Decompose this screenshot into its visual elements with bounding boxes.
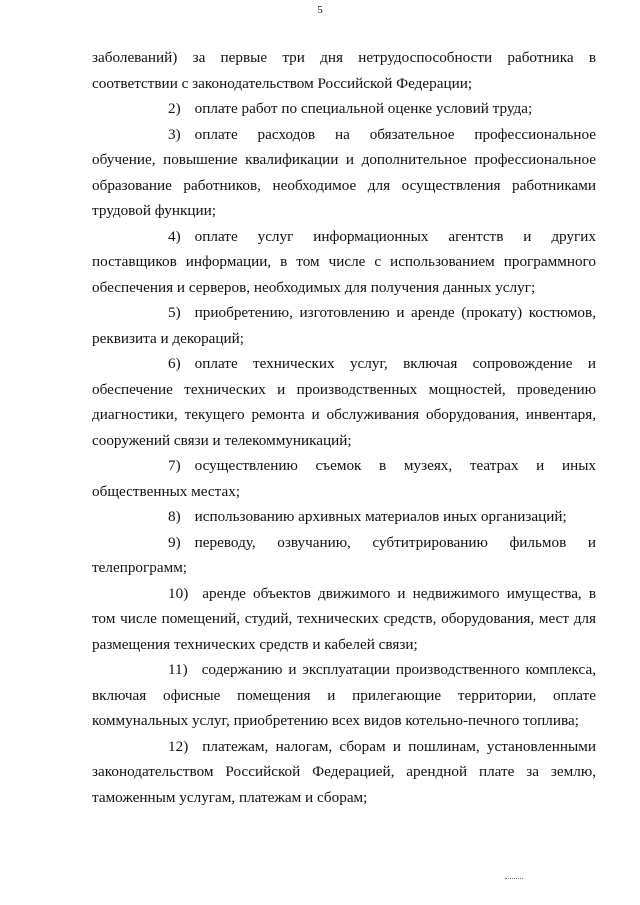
scan-mark bbox=[505, 878, 523, 885]
item-number: 7) bbox=[168, 457, 181, 474]
item-number: 9) bbox=[168, 533, 181, 551]
item-text: использованию архивных материалов иных организаций; bbox=[194, 508, 567, 525]
item-number: 8) bbox=[168, 508, 181, 525]
item-number: 4) bbox=[168, 227, 181, 245]
item-text: содержанию и эксплуатации производственного комплекса, включая офисные помещения и прилегающие территории, оплате коммунальных услуг, приобретению всех видов котельно-печного топлива; bbox=[92, 661, 596, 729]
item-text: аренде объектов движимого и недвижимого имущества, в том числе помещений, студий, технических средств, оборудования, мест для размещения технических средств и кабелей связи; bbox=[92, 584, 596, 653]
item-text: оплате технических услуг, включая сопровождение и обеспечение технических и производственных мощностей, проведению диагностики, текущего ремонта и обслуживания оборудования, инвентаря, сооружений связи и телекоммуникаций; bbox=[92, 355, 596, 449]
item-text: осуществлению съемок в музеях, театрах и иных общественных местах; bbox=[92, 457, 596, 500]
item-number: 11) bbox=[168, 661, 188, 678]
item-text: оплате работ по специальной оценке условий труда; bbox=[194, 100, 533, 117]
list-item-4 bbox=[92, 224, 596, 301]
item-text: оплате услуг информационных агентств и других поставщиков информации, в том числе с использованием программного обеспечения и серверов, необходимых для получения данных услуг; bbox=[92, 227, 596, 296]
item-number: 5) bbox=[168, 304, 181, 321]
item-text: приобретению, изготовлению и аренде (прокату) костюмов, реквизита и декораций; bbox=[92, 304, 596, 347]
list-item-2 bbox=[92, 96, 596, 122]
item-number: 6) bbox=[168, 355, 181, 372]
continuation-paragraph: заболеваний) за первые три дня нетрудоспособности работника в соответствии с законодательством Российской Федерации; bbox=[92, 49, 596, 92]
list-item-6 bbox=[92, 351, 596, 453]
list-item-3 bbox=[92, 122, 596, 224]
list-item-10 bbox=[92, 581, 596, 658]
item-text: переводу, озвучанию, субтитрированию фильмов и телепрограмм; bbox=[92, 533, 596, 576]
item-text: платежам, налогам, сборам и пошлинам, установленными законодательством Российской Федерацией, арендной плате за землю, таможенным услугам, платежам и сборам; bbox=[92, 737, 596, 806]
item-number: 3) bbox=[168, 125, 181, 143]
list-item-7 bbox=[92, 453, 596, 504]
list-item-12 bbox=[92, 734, 596, 811]
list-item-11 bbox=[92, 657, 596, 734]
list-item-5 bbox=[92, 300, 596, 351]
item-number: 12) bbox=[168, 737, 189, 755]
item-text: оплате расходов на обязательное профессиональное обучение, повышение квалификации и дополнительное профессиональное образование работников, необходимое для осуществления работниками трудовой функции; bbox=[92, 125, 596, 219]
list-item-9 bbox=[92, 530, 596, 581]
item-number: 10) bbox=[168, 584, 189, 602]
list-item-8 bbox=[92, 504, 596, 530]
page-number: 5 bbox=[317, 4, 323, 16]
document-body bbox=[92, 45, 596, 810]
item-number: 2) bbox=[168, 100, 181, 117]
